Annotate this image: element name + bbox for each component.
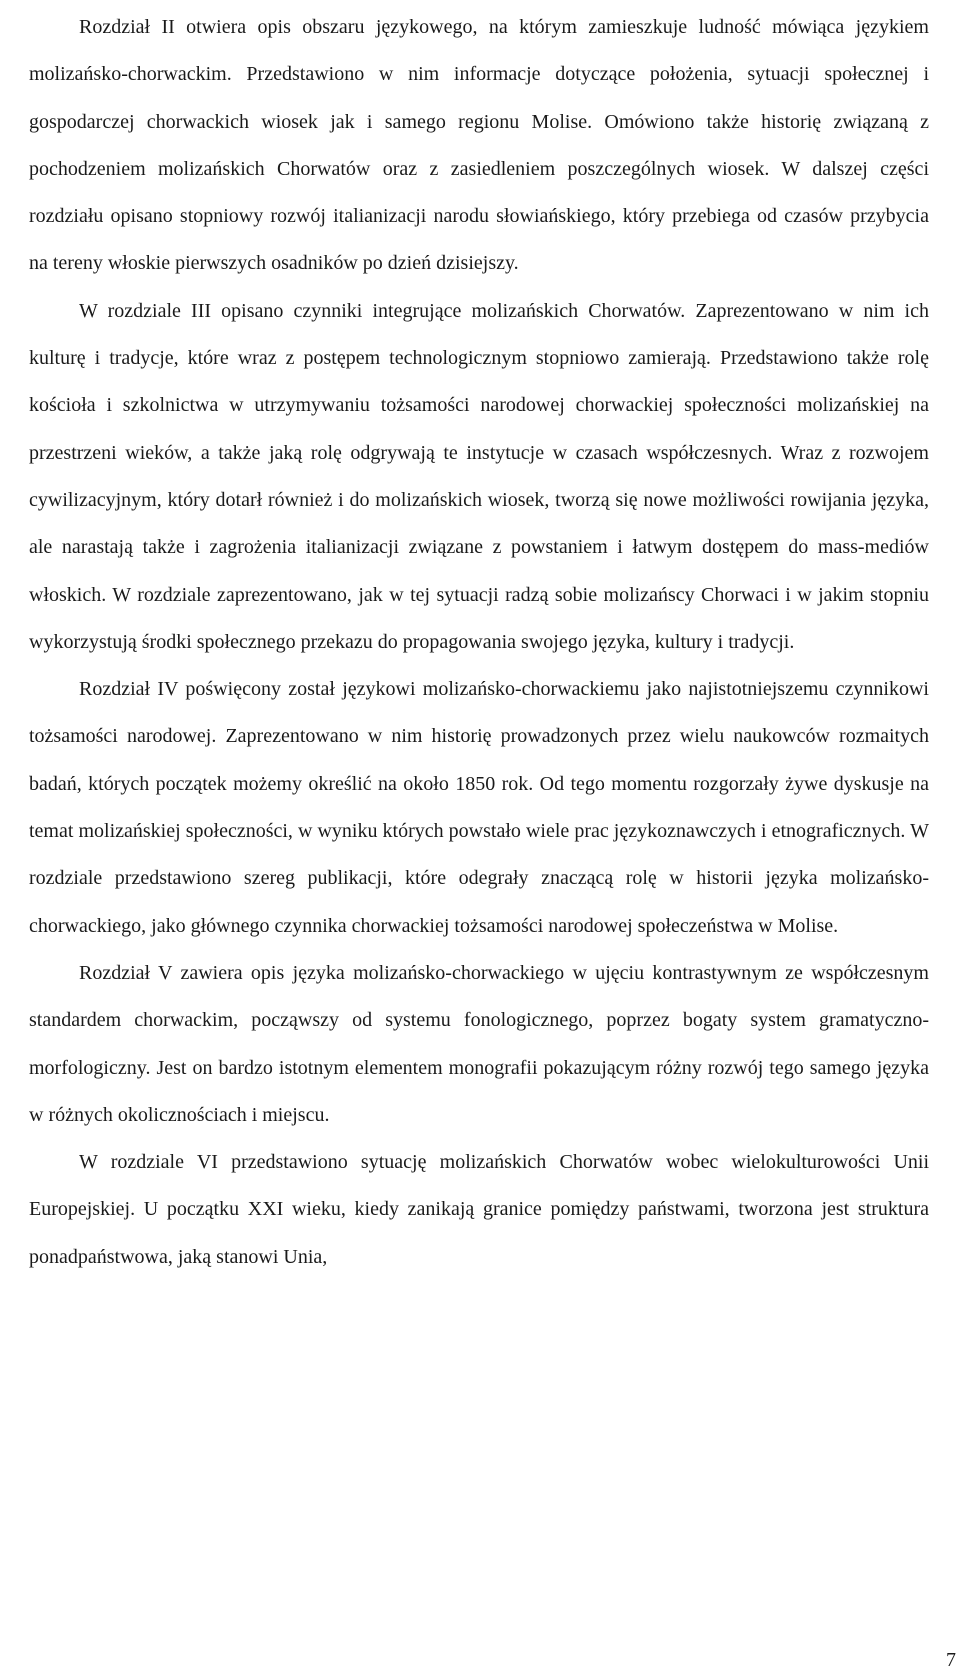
body-text xyxy=(29,4,929,1281)
paragraph-chapter-6: W rozdziale VI przedstawiono sytuację molizańskich Chorwatów wobec wielokulturowości Unii Europejskiej. U początku XXI wieku, kiedy zanikają granice pomiędzy państwami, tworzona jest struktura ponadpaństwowa, jaką stanowi Unia, xyxy=(29,1151,929,1268)
paragraph-chapter-5: Rozdział V zawiera opis języka molizańsko-chorwackiego w ujęciu kontrastywnym ze współczesnym standardem chorwackim, począwszy od systemu fonologicznego, poprzez bogaty system gramatyczno-morfologiczny. Jest on bardzo istotnym elementem monografii pokazującym różny rozwój tego samego języka w różnych okolicznościach i miejscu. xyxy=(29,961,929,1126)
paragraph-chapter-4: Rozdział IV poświęcony został językowi molizańsko-chorwackiemu jako najistotniejszemu czynnikowi tożsamości narodowej. Zaprezentowano w nim historię prowadzonych przez wielu naukowców rozmaitych badań, których początek możemy określić na około 1850 rok. Od tego momentu rozgorzały żywe dyskusje na temat molizańskiej społeczności, w wyniku których powstało wiele prac językoznawczych i etnograficznych. W rozdziale przedstawiono szereg publikacji, które odegrały znaczącą rolę w historii języka molizańsko-chorwackiego, jako głównego czynnika chorwackiej tożsamości narodowej społeczeństwa w Molise. xyxy=(29,678,929,937)
paragraph-chapter-3: W rozdziale III opisano czynniki integrujące molizańskich Chorwatów. Zaprezentowano w nim ich kulturę i tradycje, które wraz z postępem technologicznym stopniowo zamierają. Przedstawiono także rolę kościoła i szkolnictwa w utrzymywaniu tożsamości narodowej chorwackiej społeczności molizańskiej na przestrzeni wieków, a także jaką rolę odgrywają te instytucje w czasach współczesnych. Wraz z rozwojem cywilizacyjnym, który dotarł również i do molizańskich wiosek, tworzą się nowe możliwości rowijania języka, ale narastają także i zagrożenia italianizacji związane z powstaniem i łatwym dostępem do mass-mediów włoskich. W rozdziale zaprezentowano, jak w tej sytuacji radzą sobie molizańscy Chorwaci i w jakim stopniu wykorzystują środki społecznego przekazu do propagowania swojego języka, kultury i tradycji. xyxy=(29,299,929,653)
page-number: 7 xyxy=(946,1649,956,1671)
paragraph-chapter-2: Rozdział II otwiera opis obszaru językowego, na którym zamieszkuje ludność mówiąca językiem molizańsko-chorwackim. Przedstawiono w nim informacje dotyczące położenia, sytuacji społecznej i gospodarczej chorwackich wiosek jak i samego regionu Molise. Omówiono także historię związaną z pochodzeniem molizańskich Chorwatów oraz z zasiedleniem poszczególnych wiosek. W dalszej części rozdziału opisano stopniowy rozwój italianizacji narodu słowiańskiego, który przebiega od czasów przybycia na tereny włoskie pierwszych osadników po dzień dzisiejszy. xyxy=(29,16,929,275)
